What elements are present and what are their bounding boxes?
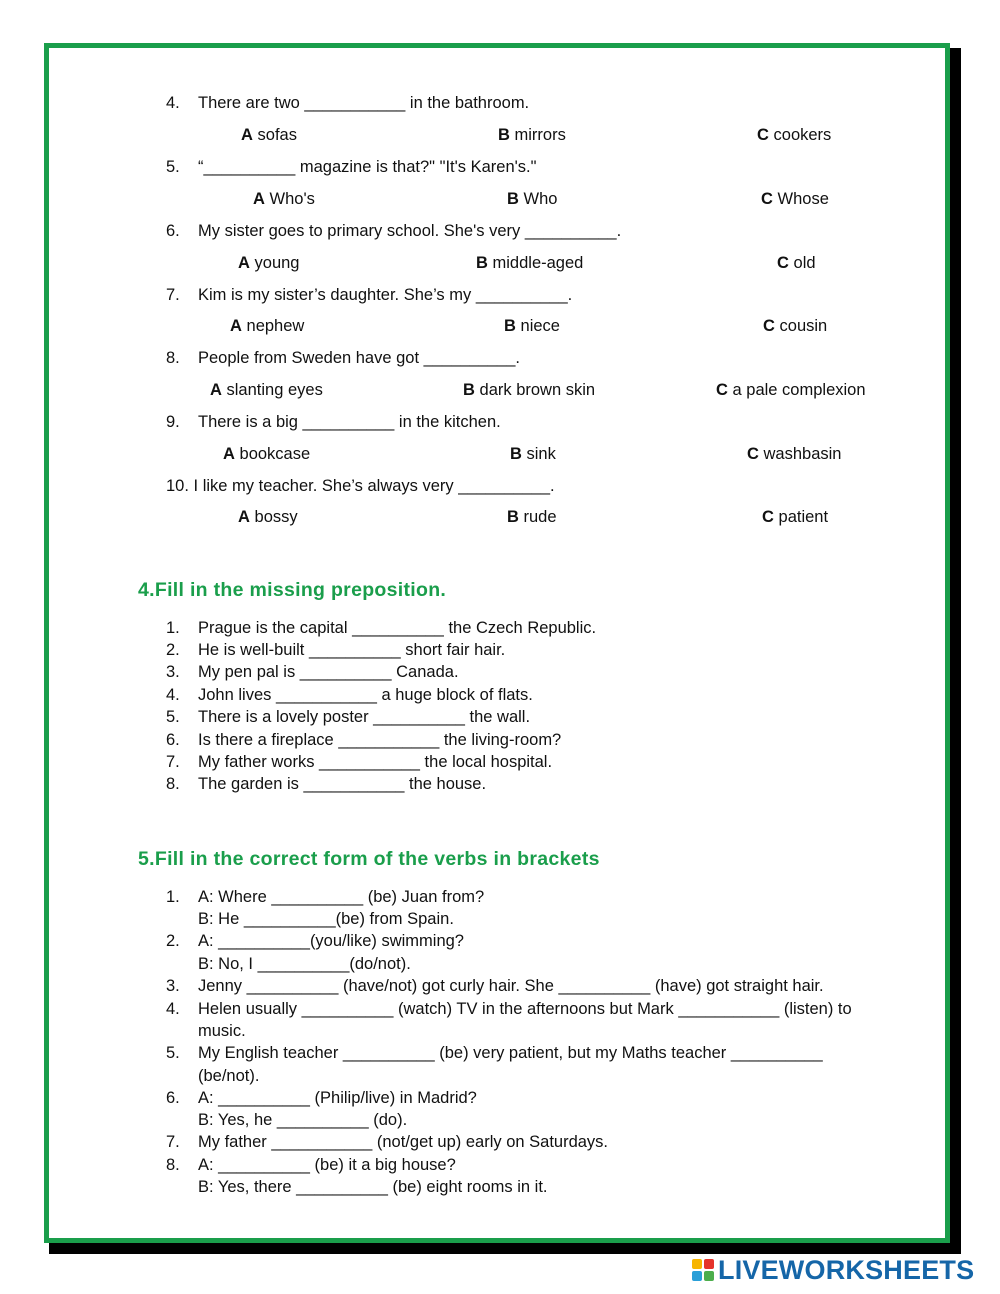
item-number: 6. — [166, 731, 180, 749]
item-continuation: music. — [198, 1022, 246, 1040]
question-number: 8. — [166, 349, 180, 367]
option-c[interactable] — [747, 444, 841, 464]
option-text: sofas — [257, 126, 297, 144]
item-continuation: B: No, I __________(do/not). — [198, 955, 411, 973]
item-number: 6. — [166, 1089, 180, 1107]
option-text: cookers — [773, 126, 832, 144]
list-item — [166, 684, 533, 706]
list-item — [166, 706, 530, 728]
question-number: 4. — [166, 94, 180, 112]
question-number: 10. — [166, 477, 189, 495]
list-item — [166, 975, 824, 997]
option-letter: A — [238, 508, 250, 526]
item-text: He is well-built __________ short fair hair. — [198, 641, 506, 659]
item-text: Prague is the capital __________ the Czech Republic. — [198, 619, 597, 637]
option-letter: B — [498, 126, 510, 144]
option-text: old — [793, 254, 816, 272]
question-text: “__________ magazine is that?" "It's Karen's." — [198, 158, 537, 176]
item-number: 7. — [166, 1133, 180, 1151]
list-item — [166, 661, 459, 683]
option-c[interactable] — [761, 189, 829, 209]
item-number: 3. — [166, 663, 180, 681]
option-b[interactable] — [498, 125, 566, 145]
option-a[interactable] — [238, 507, 298, 527]
question-text: My sister goes to primary school. She's very __________. — [198, 222, 622, 240]
option-a[interactable] — [253, 189, 315, 209]
list-item — [166, 998, 852, 1020]
option-c[interactable] — [757, 125, 831, 145]
option-text: dark brown skin — [479, 381, 596, 399]
list-item — [166, 1042, 823, 1064]
option-b[interactable] — [510, 444, 556, 464]
question-text: I like my teacher. She’s always very __________. — [193, 477, 555, 495]
item-text: A: __________(you/like) swimming? — [198, 932, 464, 950]
option-text: mirrors — [514, 126, 566, 144]
list-item — [166, 1131, 608, 1153]
option-text: slanting eyes — [226, 381, 323, 399]
option-letter: A — [253, 190, 265, 208]
question-9 — [166, 412, 501, 432]
option-text: Who's — [269, 190, 315, 208]
option-letter: A — [241, 126, 253, 144]
item-number: 3. — [166, 977, 180, 995]
item-number: 5. — [166, 708, 180, 726]
item-continuation: B: Yes, he __________ (do). — [198, 1111, 408, 1129]
item-text: My English teacher __________ (be) very patient, but my Maths teacher __________ — [198, 1044, 823, 1062]
item-number: 7. — [166, 753, 180, 771]
item-text: A: Where __________ (be) Juan from? — [198, 888, 485, 906]
item-number: 2. — [166, 641, 180, 659]
option-c[interactable] — [777, 253, 816, 273]
option-b[interactable] — [463, 380, 595, 400]
item-number: 1. — [166, 888, 180, 906]
item-continuation: (be/not). — [198, 1067, 260, 1085]
item-continuation: B: Yes, there __________ (be) eight rooms in it. — [198, 1178, 548, 1196]
item-text: My father works ___________ the local hospital. — [198, 753, 553, 771]
option-letter: C — [762, 508, 774, 526]
option-text: middle-aged — [492, 254, 584, 272]
option-a[interactable] — [223, 444, 310, 464]
option-text: washbasin — [763, 445, 842, 463]
section-5-title: 5.Fill in the correct form of the verbs in brackets — [138, 848, 600, 870]
option-letter: A — [230, 317, 242, 335]
question-text: There are two ___________ in the bathroom. — [198, 94, 530, 112]
option-letter: C — [763, 317, 775, 335]
option-b[interactable] — [507, 189, 557, 209]
option-letter: C — [757, 126, 769, 144]
option-a[interactable] — [238, 253, 299, 273]
item-text: John lives ___________ a huge block of flats. — [198, 686, 533, 704]
question-number: 9. — [166, 413, 180, 431]
option-a[interactable] — [241, 125, 297, 145]
item-text: There is a lovely poster __________ the wall. — [198, 708, 531, 726]
question-text: People from Sweden have got __________. — [198, 349, 520, 367]
option-text: rude — [523, 508, 557, 526]
question-6 — [166, 221, 621, 241]
option-letter: C — [747, 445, 759, 463]
option-text: cousin — [779, 317, 828, 335]
item-number: 8. — [166, 775, 180, 793]
question-8 — [166, 348, 520, 368]
item-number: 4. — [166, 686, 180, 704]
question-10 — [166, 476, 555, 496]
item-text: Helen usually __________ (watch) TV in the afternoons but Mark ___________ (listen) to — [198, 1000, 852, 1018]
list-item — [166, 751, 552, 773]
item-text: Jenny __________ (have/not) got curly hair. She __________ (have) got straight hair. — [198, 977, 824, 995]
liveworksheets-logo[interactable] — [692, 1256, 974, 1284]
option-letter: C — [761, 190, 773, 208]
option-letter: B — [507, 190, 519, 208]
option-text: patient — [778, 508, 829, 526]
item-text: A: __________ (be) it a big house? — [198, 1156, 456, 1174]
option-text: niece — [520, 317, 560, 335]
question-text: Kim is my sister’s daughter. She’s my __________. — [198, 286, 573, 304]
option-letter: C — [716, 381, 728, 399]
option-b[interactable] — [507, 507, 557, 527]
item-number: 2. — [166, 932, 180, 950]
option-text: sink — [526, 445, 556, 463]
option-letter: A — [223, 445, 235, 463]
option-c[interactable] — [763, 316, 827, 336]
question-number: 6. — [166, 222, 180, 240]
option-letter: A — [210, 381, 222, 399]
question-number: 5. — [166, 158, 180, 176]
option-letter: B — [463, 381, 475, 399]
question-4 — [166, 93, 529, 113]
list-item — [166, 617, 596, 639]
logo-cubes-icon — [692, 1259, 714, 1281]
item-number: 8. — [166, 1156, 180, 1174]
option-text: Who — [523, 190, 558, 208]
option-text: Whose — [777, 190, 829, 208]
option-letter: B — [476, 254, 488, 272]
item-text: My father ___________ (not/get up) early on Saturdays. — [198, 1133, 609, 1151]
option-text: bookcase — [239, 445, 311, 463]
item-text: The garden is ___________ the house. — [198, 775, 487, 793]
list-item — [166, 639, 505, 661]
question-text: There is a big __________ in the kitchen. — [198, 413, 501, 431]
question-7 — [166, 285, 572, 305]
option-text: young — [254, 254, 300, 272]
list-item — [166, 729, 561, 751]
item-number: 4. — [166, 1000, 180, 1018]
option-b[interactable] — [504, 316, 560, 336]
option-text: nephew — [246, 317, 305, 335]
option-a[interactable] — [230, 316, 304, 336]
option-b[interactable] — [476, 253, 583, 273]
option-text: a pale complexion — [732, 381, 866, 399]
list-item — [166, 930, 464, 952]
list-item — [166, 1087, 477, 1109]
list-item — [166, 1154, 456, 1176]
item-continuation: B: He __________(be) from Spain. — [198, 910, 454, 928]
question-number: 7. — [166, 286, 180, 304]
option-letter: B — [507, 508, 519, 526]
list-item — [166, 773, 486, 795]
question-5 — [166, 157, 537, 177]
option-letter: B — [504, 317, 516, 335]
option-c[interactable] — [762, 507, 828, 527]
option-c[interactable] — [716, 380, 866, 400]
option-text: bossy — [254, 508, 298, 526]
logo-text: LIVEWORKSHEETS — [718, 1254, 975, 1285]
item-text: My pen pal is __________ Canada. — [198, 663, 459, 681]
option-letter: A — [238, 254, 250, 272]
item-number: 1. — [166, 619, 180, 637]
option-letter: B — [510, 445, 522, 463]
item-number: 5. — [166, 1044, 180, 1062]
option-letter: C — [777, 254, 789, 272]
option-a[interactable] — [210, 380, 323, 400]
item-text: Is there a fireplace ___________ the living-room? — [198, 731, 562, 749]
item-text: A: __________ (Philip/live) in Madrid? — [198, 1089, 477, 1107]
list-item — [166, 886, 484, 908]
section-4-title: 4.Fill in the missing preposition. — [138, 579, 447, 601]
